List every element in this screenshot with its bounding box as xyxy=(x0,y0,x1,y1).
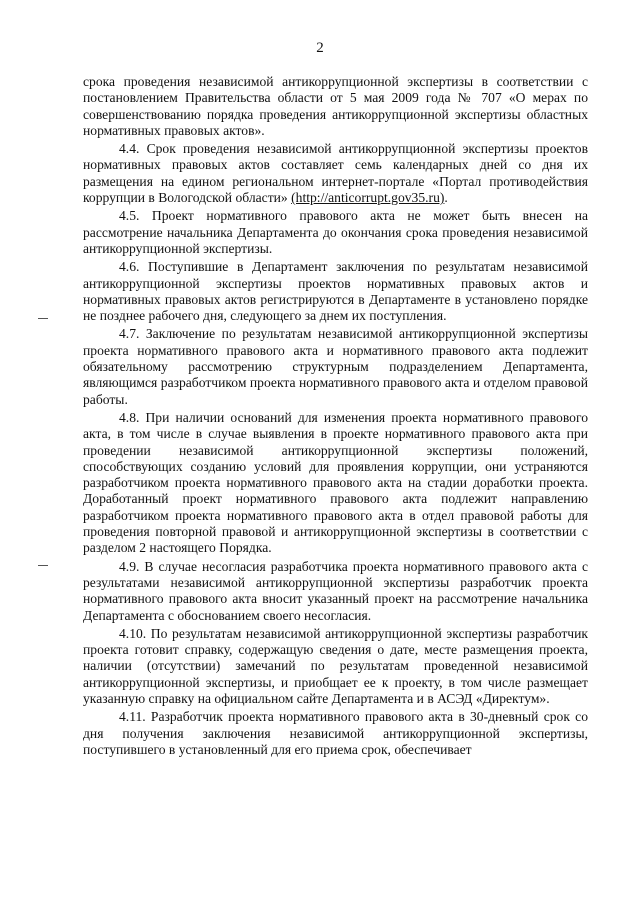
paragraph-continuation: срока проведения независимой антикоррупционной экспертизы в соответствии с постановлением Правительства области от 5 мая 2009 года № 707 «О мерах по совершенствованию порядка проведения антикоррупционной экспертизы областных нормативных правовых актов». xyxy=(83,74,588,138)
portal-link[interactable]: (http://anticorrupt.gov35.ru) xyxy=(291,190,445,206)
paragraph-4-4 xyxy=(83,141,588,206)
margin-mark xyxy=(38,565,48,566)
paragraph-4-9: 4.9. В случае несогласия разработчика проекта нормативного правового акта с результатами независимой антикоррупционной экспертизы разработчик проекта нормативного правового акта вносит указанный проект на рассмотрение начальника Департамента с обоснованием своего несогласия. xyxy=(83,558,588,623)
margin-mark xyxy=(38,318,48,319)
paragraph-4-7: 4.7. Заключение по результатам независимой антикоррупционной экспертизы проекта нормативного правового акта и нормативного правового акта подлежит обязательному рассмотрению структурным подразделением Департамента, являющимся разработчиком проекта нормативного правового акта и отделом правовой работы. xyxy=(83,326,588,407)
paragraph-4-10: 4.10. По результатам независимой антикоррупционной экспертизы разработчик проекта готовит справку, содержащую сведения о дате, месте размещения проекта, наличии (отсутствии) замечаний по результатам проведенной независимой антикоррупционной экспертизы, и приобщает ее к проекту, в том числе размещает указанную справку на официальном сайте Департамента и в АСЭД «Директум». xyxy=(83,625,588,706)
paragraph-4-5: 4.5. Проект нормативного правового акта не может быть внесен на рассмотрение начальника Департамента до окончания срока проведения независимой антикоррупционной экспертизы. xyxy=(83,208,588,256)
page-number: 2 xyxy=(316,40,324,56)
link-suffix: . xyxy=(444,190,448,206)
paragraph-4-11: 4.11. Разработчик проекта нормативного правового акта в 30-дневный срок со дня получения заключения независимой антикоррупционной экспертизы, поступившего в установленный для его приема срок, обеспечивает xyxy=(83,709,588,757)
paragraph-4-4-text: 4.4. Срок проведения независимой антикоррупционной экспертизы проектов нормативных правовых актов составляет семь календарных дней со дня их размещения на едином региональном интернет-портале «Портал противодействия коррупции в Вологодской области» xyxy=(83,141,588,206)
paragraph-4-8: 4.8. При наличии оснований для изменения проекта нормативного правового акта, в том числе в случае выявления в проекте нормативного правового акта при проведении независимой антикоррупционной экспертизы положений, способствующих созданию условий для проявления коррупции, они устраняются разработчиком проекта нормативного правового акта на стадии доработки проекта. Доработанный проект нормативного правового акта подлежит направлению разработчиком проекта нормативного правового акта в отдел правовой работы для проведения повторной правовой и антикоррупционной экспертизы в соответствии с разделом 2 настоящего Порядка. xyxy=(83,409,588,556)
document-body xyxy=(83,74,588,760)
paragraph-4-6: 4.6. Поступившие в Департамент заключения по результатам независимой антикоррупционной экспертизы проектов нормативных правовых актов и нормативных правовых актов регистрируются в Департаменте в установлено порядке не позднее рабочего дня, следующего за днем их поступления. xyxy=(83,259,588,324)
